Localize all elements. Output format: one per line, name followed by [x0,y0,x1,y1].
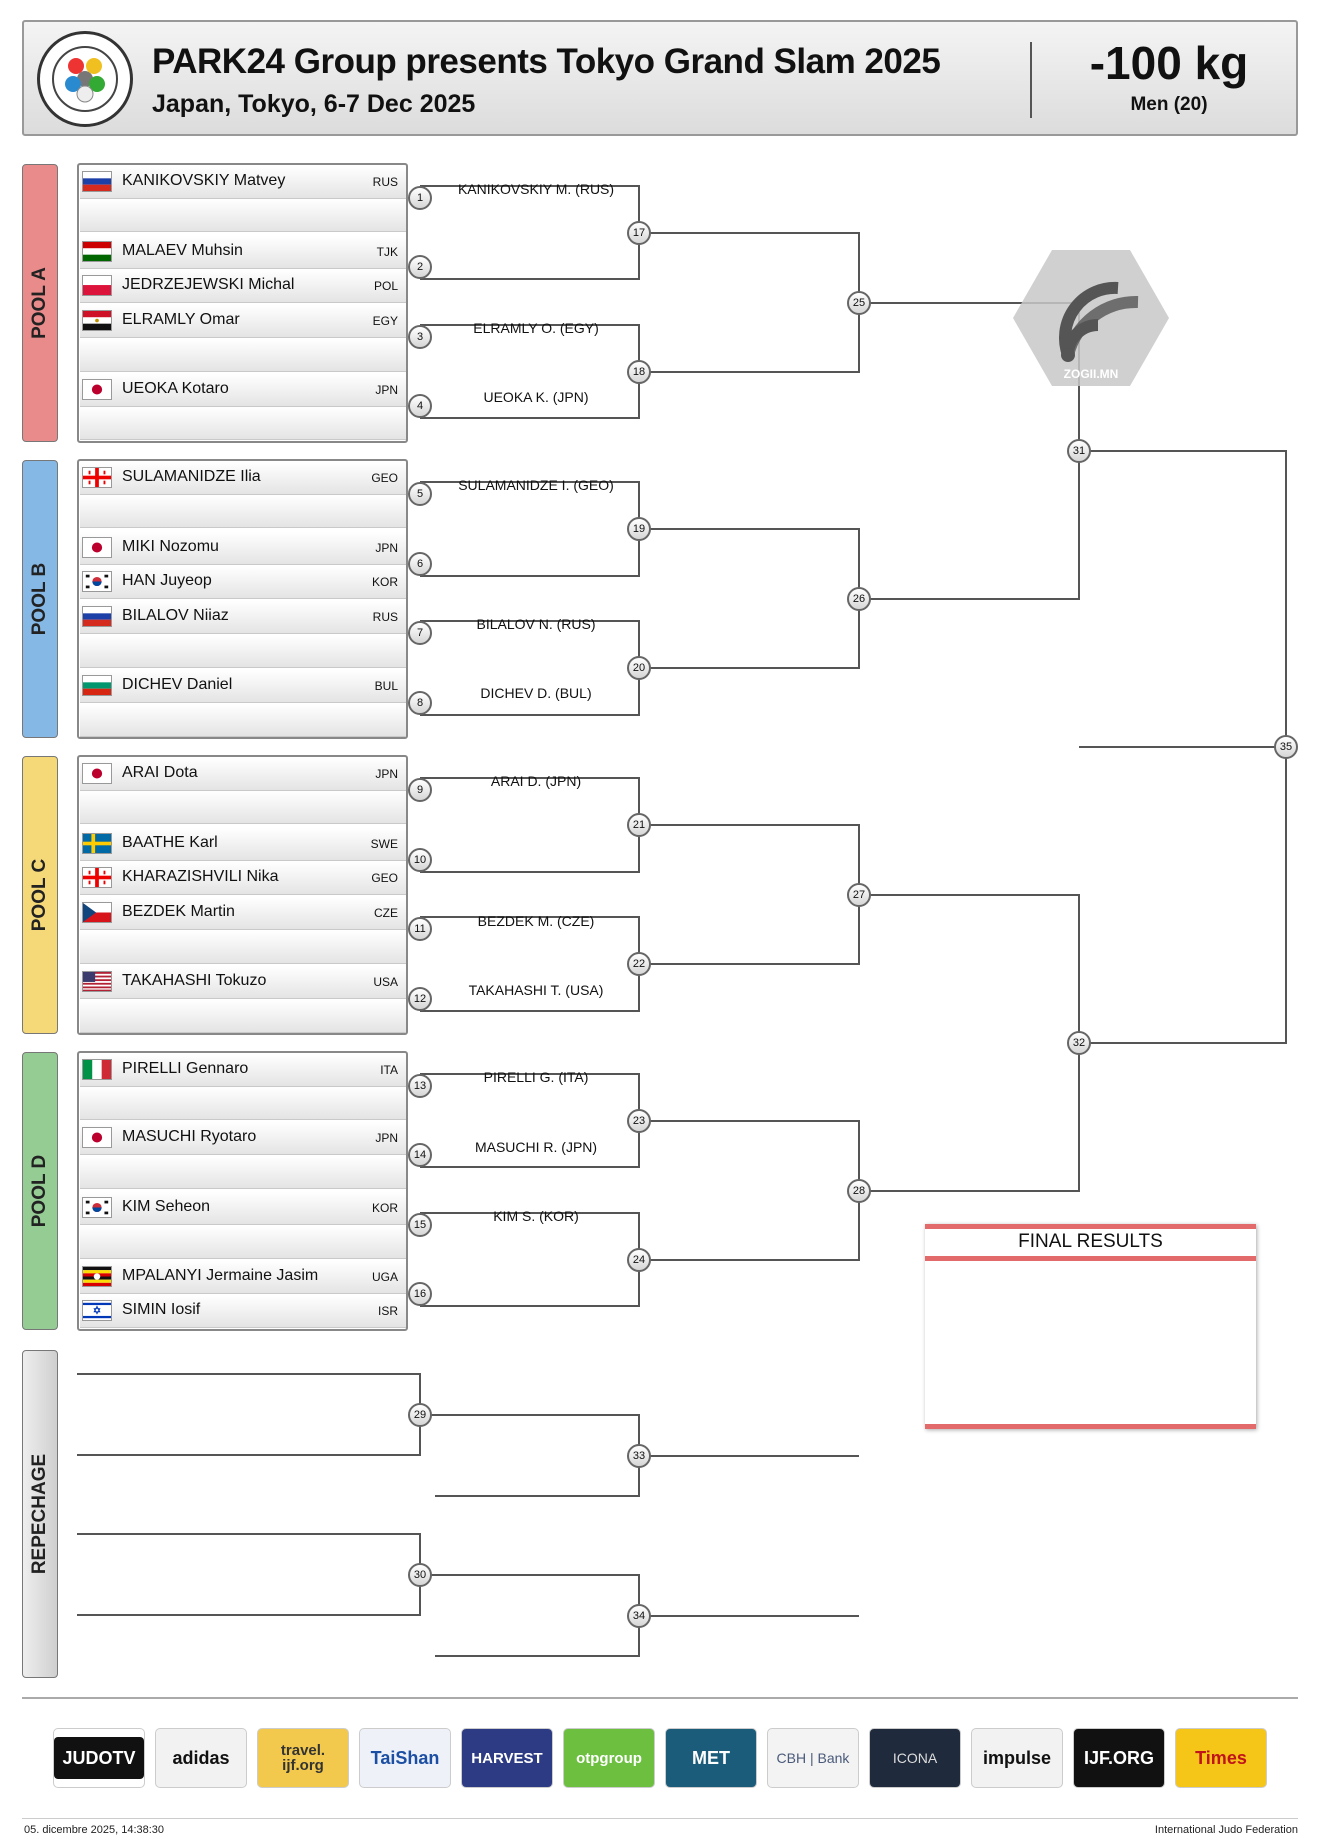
sponsor-name: Times [1195,1748,1247,1768]
sponsor-name: HARVEST [471,1749,543,1767]
athlete-name: SIMIN Iosif [122,1301,201,1318]
header-divider [1030,42,1032,118]
final-results-label: FINAL RESULTS [1018,1231,1163,1252]
athlete-nation: TJK [376,245,398,259]
contest-number-24: 24 [627,1248,651,1272]
contest-number-7: 7 [408,621,432,645]
athlete-nation: UGA [371,1270,398,1284]
sponsor-name: JUDOTV [54,1737,143,1779]
round1-connector [420,482,639,576]
pool-d-tab [22,1052,58,1330]
footer-organization: International Judo Federation [1154,1824,1298,1836]
athlete-name: KIM Seheon [122,1198,211,1215]
pool-a-label: POOL A [29,267,50,339]
athlete-row [80,462,406,495]
contest-number-35: 35 [1274,735,1298,759]
winner-label: SULAMANIDZE I. (GEO) [458,477,614,493]
zogii-logo-icon [1013,250,1169,386]
athlete-row [80,270,406,303]
sponsor-logo [971,1728,1063,1788]
contest-number-23: 23 [627,1109,651,1133]
repechage-connector [77,1374,420,1455]
athlete-row [80,862,406,895]
contest-number-25: 25 [847,291,871,315]
sponsor-logo [1175,1728,1267,1788]
athlete-name: MALAEV Muhsin [122,242,243,259]
winner-label: KIM S. (KOR) [493,1208,579,1224]
sponsor-name: IJF.ORG [1083,1748,1154,1768]
kor-flag-icon [82,571,112,592]
repechage-connector [420,1575,639,1656]
swe-flag-icon [82,833,112,854]
athlete-row [80,758,406,791]
kor-flag-icon [82,1197,112,1218]
winner-label: DICHEV D. (BUL) [480,685,592,701]
athlete-row [80,305,406,338]
athlete-row [80,1261,406,1294]
contest-number-5: 5 [408,482,432,506]
tjk-flag-icon [82,241,112,262]
athlete-row [80,532,406,565]
contest-number-1: 1 [408,186,432,210]
round1-connector [420,1213,639,1306]
pool-d-label: POOL D [29,1154,50,1228]
sponsor-logo [461,1728,553,1788]
egy-flag-icon [82,310,112,331]
athlete-row [80,1122,406,1155]
sponsor-logo [665,1728,757,1788]
athlete-nation: ISR [377,1304,398,1318]
jpn-flag-icon [82,763,112,784]
athlete-name: TAKAHASHI Tokuzo [122,972,267,989]
sponsor-logo [359,1728,451,1788]
athlete-nation: GEO [371,871,398,885]
contest-number-11: 11 [408,917,432,941]
empty-slot-row [80,1156,406,1189]
round2-connector [639,233,859,372]
contest-number-21: 21 [627,813,651,837]
athlete-nation: RUS [372,610,398,624]
athlete-nation: JPN [375,1131,398,1145]
contest-number-8: 8 [408,691,432,715]
empty-slot-row [80,791,406,824]
winner-label: ELRAMLY O. (EGY) [473,320,599,336]
pool-c-tab [22,756,58,1034]
athlete-nation: KOR [371,1201,398,1215]
contest-number-3: 3 [408,325,432,349]
athlete-name: JEDRZEJEWSKI Michal [122,276,295,293]
athlete-name: PIRELLI Gennaro [122,1060,249,1077]
athlete-row [80,966,406,999]
sponsor-name: ICONA [892,1750,938,1766]
contest-number-15: 15 [408,1213,432,1237]
athlete-name: DICHEV Daniel [122,676,233,693]
zogii-watermark [1013,250,1169,386]
contest-number-16: 16 [408,1282,432,1306]
winner-label: BEZDEK M. (CZE) [477,913,595,929]
print-timestamp: 05. dicembre 2025, 14:38:30 [24,1824,165,1836]
athlete-name: MIKI Nozomu [122,538,219,555]
athlete-row [80,828,406,861]
contest-number-18: 18 [627,360,651,384]
contest-number-10: 10 [408,848,432,872]
usa-flag-icon [82,971,112,992]
pool-a-tab [22,164,58,442]
contest-number-30: 30 [408,1563,432,1587]
contest-number-20: 20 [627,656,651,680]
ijf-emblem-icon [40,34,130,124]
empty-slot-row [80,1226,406,1259]
athlete-row [80,897,406,930]
bul-flag-icon [82,675,112,696]
empty-slot-row [80,495,406,528]
athlete-name: KANIKOVSKIY Matvey [122,172,286,189]
empty-slot-row [80,704,406,737]
athlete-row [80,374,406,407]
round2-connector [639,1121,859,1260]
repechage-connector [420,1415,639,1496]
contest-number-4: 4 [408,394,432,418]
repechage-connector [77,1534,420,1615]
sponsor-logo [53,1728,145,1788]
contest-number-9: 9 [408,778,432,802]
pool-b-tab [22,460,58,738]
jpn-flag-icon [82,537,112,558]
bottom-divider [22,1818,1298,1819]
empty-slot-row [80,931,406,964]
pool-c-label: POOL C [29,858,50,932]
sponsor-logo [257,1728,349,1788]
athlete-nation: USA [373,975,398,989]
athlete-row [80,670,406,703]
athlete-nation: BUL [374,679,398,693]
weight-category: -100 kg [1089,37,1249,89]
athlete-row [80,166,406,199]
sponsor-name: TaiShan [370,1748,440,1768]
event-location-date: Japan, Tokyo, 6-7 Dec 2025 [152,90,476,118]
athlete-nation: KOR [371,575,398,589]
pool-b-label: POOL B [29,562,50,636]
jpn-flag-icon [82,1127,112,1148]
contest-number-32: 32 [1067,1031,1091,1055]
athlete-row [80,601,406,634]
athlete-row [80,236,406,269]
winner-label: PIRELLI G. (ITA) [483,1069,589,1085]
contest-number-2: 2 [408,255,432,279]
semifinal-connector [1079,451,1286,1043]
repechage-tab [22,1350,58,1678]
event-header [22,20,1298,136]
sponsor-logo [869,1728,961,1788]
winner-label: BILALOV N. (RUS) [476,616,596,632]
athlete-name: BEZDEK Martin [122,903,235,920]
rus-flag-icon [82,171,112,192]
athlete-nation: SWE [370,837,398,851]
sponsor-logo [1073,1728,1165,1788]
sponsor-name: travel. ijf.org [280,1742,326,1774]
rus-flag-icon [82,606,112,627]
athlete-nation: EGY [372,314,398,328]
contest-number-33: 33 [627,1444,651,1468]
winner-label: MASUCHI R. (JPN) [474,1139,598,1155]
athlete-row [80,1295,406,1328]
empty-slot-row [80,1087,406,1120]
winner-label: TAKAHASHI T. (USA) [468,982,604,998]
sponsor-name: otpgroup [576,1749,642,1767]
round1-connector [420,186,639,279]
athlete-name: MPALANYI Jermaine Jasim [122,1267,319,1284]
sponsor-name: impulse [982,1748,1052,1768]
athlete-name: BILALOV Niiaz [122,607,229,624]
sponsor-name: MET [692,1748,730,1768]
athlete-row [80,1054,406,1087]
contest-number-12: 12 [408,987,432,1011]
isr-flag-icon [82,1300,112,1321]
footer-divider [22,1697,1298,1699]
round2-connector [639,529,859,668]
repechage-label: REPECHAGE [29,1453,50,1575]
athlete-nation: JPN [375,383,398,397]
contest-number-28: 28 [847,1179,871,1203]
athlete-name: BAATHE Karl [122,834,218,851]
jpn-flag-icon [82,379,112,400]
round2-connector [639,825,859,964]
contest-number-14: 14 [408,1143,432,1167]
athlete-name: HAN Juyeop [122,572,212,589]
cze-flag-icon [82,902,112,923]
athlete-row [80,566,406,599]
final-results-box [925,1224,1256,1429]
contest-number-22: 22 [627,952,651,976]
sponsor-name: adidas [172,1748,230,1768]
athlete-nation: JPN [375,767,398,781]
geo-flag-icon [82,867,112,888]
pol-flag-icon [82,275,112,296]
athlete-nation: CZE [374,906,398,920]
empty-slot-row [80,199,406,232]
sponsor-logo [155,1728,247,1788]
winner-label: KANIKOVSKIY M. (RUS) [457,181,615,197]
contest-number-31: 31 [1067,439,1091,463]
athlete-name: ARAI Dota [122,764,198,781]
athlete-nation: GEO [371,471,398,485]
winner-label: ARAI D. (JPN) [490,773,582,789]
winner-label: UEOKA K. (JPN) [483,389,589,405]
athlete-name: MASUCHI Ryotaro [122,1128,257,1145]
empty-slot-row [80,635,406,668]
athlete-row [80,1192,406,1225]
contest-number-26: 26 [847,587,871,611]
contest-number-13: 13 [408,1074,432,1098]
uga-flag-icon [82,1266,112,1287]
empty-slot-row [80,339,406,372]
athlete-name: UEOKA Kotaro [122,380,229,397]
geo-flag-icon [82,467,112,488]
athlete-name: KHARAZISHVILI Nika [122,868,279,885]
sponsor-logo [767,1728,859,1788]
empty-slot-row [80,1000,406,1033]
watermark-text: ZOGII.MN [1063,367,1119,381]
athlete-nation: POL [373,279,398,293]
round1-connector [420,778,639,872]
contest-number-27: 27 [847,883,871,907]
round3-connector [859,895,1079,1191]
gender-count: Men (20) [1130,94,1208,115]
ita-flag-icon [82,1059,112,1080]
contest-number-34: 34 [627,1604,651,1628]
athlete-name: SULAMANIDZE Ilia [122,468,261,485]
sponsor-logo [563,1728,655,1788]
athlete-nation: JPN [375,541,398,555]
athlete-nation: ITA [380,1063,398,1077]
athlete-nation: RUS [372,175,398,189]
event-title: PARK24 Group presents Tokyo Grand Slam 2025 [152,42,941,81]
sponsor-name: CBH | Bank [776,1750,850,1766]
ijf-logo [37,31,133,127]
empty-slot-row [80,407,406,440]
contest-number-19: 19 [627,517,651,541]
contest-number-29: 29 [408,1403,432,1427]
contest-number-17: 17 [627,221,651,245]
contest-number-6: 6 [408,552,432,576]
athlete-name: ELRAMLY Omar [122,311,240,328]
